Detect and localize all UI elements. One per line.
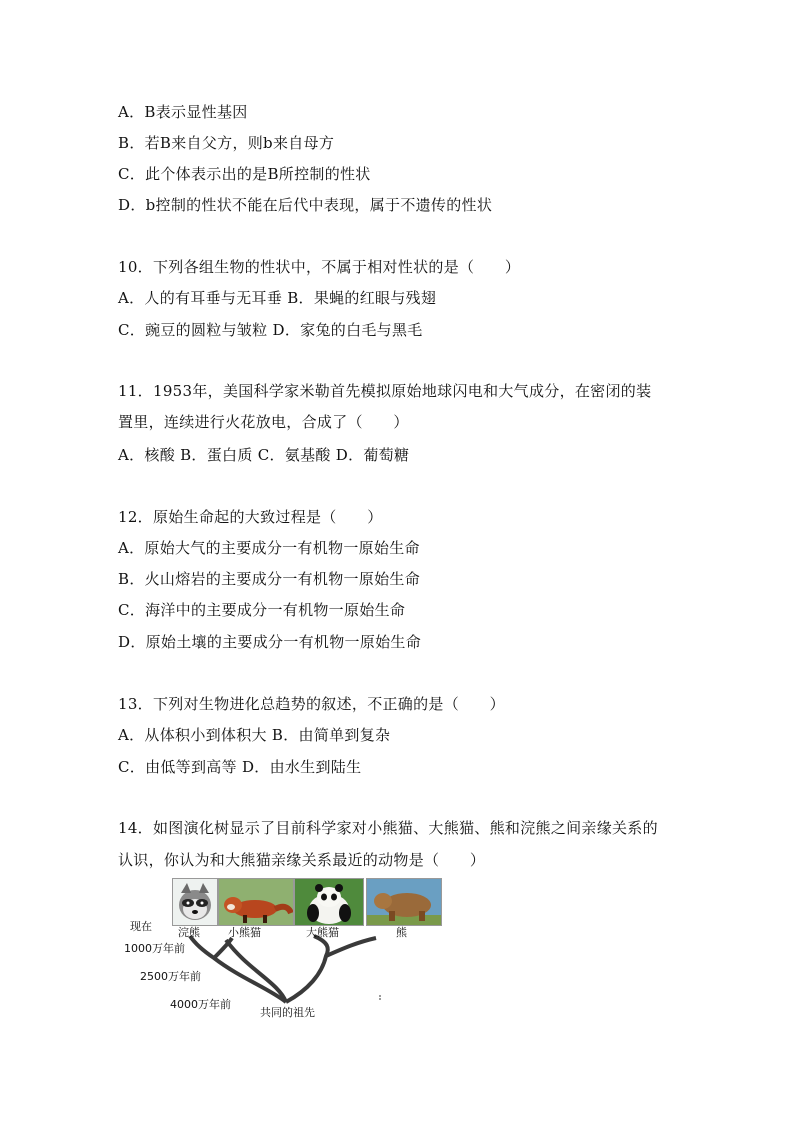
q12-stem: 12．原始生命起的大致过程是（ ） bbox=[118, 508, 383, 526]
time-now-label: 现在 bbox=[130, 920, 152, 933]
q13-options-ab: A．从体积小到体积大 B．由简单到复杂 bbox=[118, 726, 391, 744]
time-25m-label: 2500万年前 bbox=[140, 970, 201, 983]
q11-stem-line1: 11．1953年，美国科学家米勒首先模拟原始地球闪电和大气成分，在密闭的装 bbox=[118, 382, 652, 400]
time-40m-label: 4000万年前 bbox=[170, 998, 231, 1011]
giant-panda-label: 大熊猫 bbox=[306, 926, 339, 939]
q12-option-c: C．海洋中的主要成分一有机物一原始生命 bbox=[118, 601, 406, 619]
q9-option-d: D．b控制的性状不能在后代中表现，属于不遗传的性状 bbox=[118, 196, 493, 214]
q10-options-cd: C．豌豆的圆粒与皱粒 D．家兔的白毛与黑毛 bbox=[118, 321, 423, 339]
time-10m-label: 1000万年前 bbox=[124, 942, 185, 955]
evolution-tree-figure bbox=[118, 878, 458, 1028]
q9-option-b: B．若B来自父方，则b来自母方 bbox=[118, 134, 335, 152]
q13-stem: 13．下列对生物进化总趋势的叙述，不正确的是（ ） bbox=[118, 695, 505, 713]
q10-options-ab: A．人的有耳垂与无耳垂 B．果蝇的红眼与残翅 bbox=[118, 289, 437, 307]
q14-stem-line1: 14．如图演化树显示了目前科学家对小熊猫、大熊猫、熊和浣熊之间亲缘关系的 bbox=[118, 819, 658, 837]
common-ancestor-label: 共同的祖先 bbox=[260, 1006, 315, 1019]
q11-options: A．核酸 B．蛋白质 C．氨基酸 D．葡萄糖 bbox=[118, 446, 410, 464]
red-panda-label: 小熊猫 bbox=[228, 926, 261, 939]
q14-stem-line2: 认识，你认为和大熊猫亲缘关系最近的动物是（ ） bbox=[118, 851, 486, 869]
q9-option-a: A．B表示显性基因 bbox=[118, 103, 248, 121]
q11-stem-line2: 置里，连续进行火花放电，合成了（ ） bbox=[118, 413, 409, 431]
q12-option-d: D．原始土壤的主要成分一有机物一原始生命 bbox=[118, 633, 422, 651]
q10-stem: 10．下列各组生物的性状中，不属于相对性状的是（ ） bbox=[118, 258, 521, 276]
bear-label: 熊 bbox=[396, 926, 407, 939]
q12-option-a: A．原始大气的主要成分一有机物一原始生命 bbox=[118, 539, 420, 557]
q13-options-cd: C．由低等到高等 D．由水生到陆生 bbox=[118, 758, 362, 776]
q9-option-c: C．此个体表示出的是B所控制的性状 bbox=[118, 165, 371, 183]
q12-option-b: B．火山熔岩的主要成分一有机物一原始生命 bbox=[118, 570, 421, 588]
raccoon-label: 浣熊 bbox=[178, 926, 200, 939]
